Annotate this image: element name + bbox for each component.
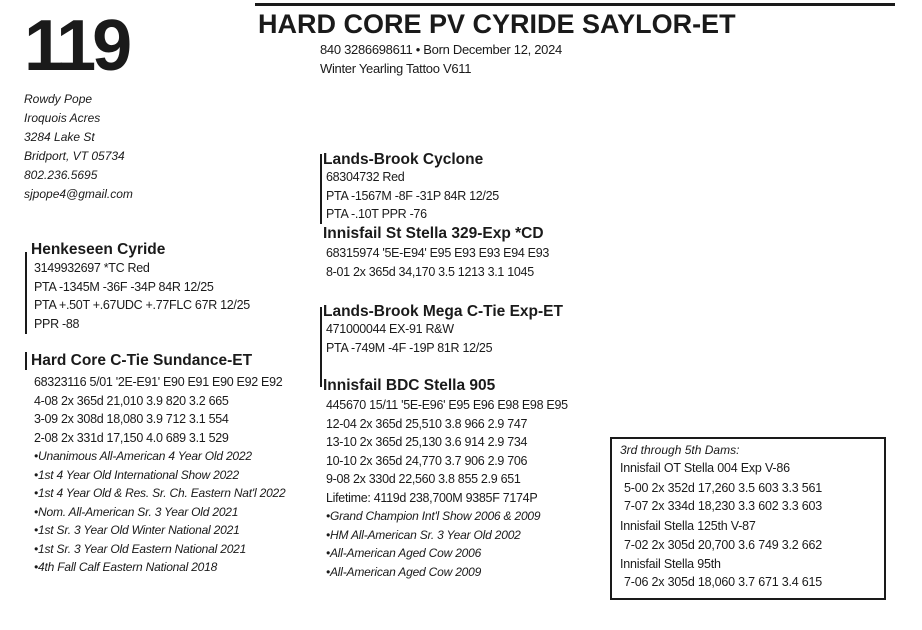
dam-detail-line: 4-08 2x 365d 21,010 3.9 820 3.2 665	[34, 393, 229, 408]
fifth-dam-name: Innisfail Stella 95th	[620, 557, 721, 571]
sire-sire-bracket	[320, 154, 322, 224]
dam-dam-award: •Grand Champion Int'l Show 2006 & 2009	[326, 509, 541, 523]
dam-award: •1st Sr. 3 Year Old Winter National 2021	[34, 523, 240, 537]
sire-dam-details	[326, 244, 549, 281]
dam-dam-award: •All-American Aged Cow 2006	[326, 546, 482, 560]
dams-box-header: 3rd through 5th Dams:	[620, 443, 740, 457]
sire-detail-line: PTA +.50T +.67UDC +.77FLC 67R 12/25	[34, 298, 250, 312]
dam-dam-detail-line: 445670 15/11 '5E-E96' E95 E96 E98 E98 E95	[326, 398, 568, 412]
fifth-dam-record: 7-06 2x 305d 18,060 3.7 671 3.4 615	[624, 575, 823, 589]
sire-dam-detail-line: 68315974 '5E-E94' E95 E93 E93 E94 E93	[326, 246, 550, 260]
consignor-street: 3284 Lake St	[24, 130, 95, 144]
sire-details	[34, 259, 250, 333]
dam-sire-details	[326, 320, 492, 357]
animal-name: HARD CORE PV CYRIDE SAYLOR-ET	[258, 9, 736, 39]
dam-dam-lifetime: Lifetime: 4119d 238,700M 9385F 7174P	[326, 490, 538, 505]
dam-award: •4th Fall Calf Eastern National 2018	[34, 560, 218, 574]
dam-dam-detail-line: 10-10 2x 365d 24,770 3.7 906 2.9 706	[326, 453, 528, 468]
third-dam-record: 7-07 2x 334d 18,230 3.3 602 3.3 603	[624, 499, 823, 513]
sire-sire-name: Lands-Brook Cyclone	[323, 151, 484, 168]
sire-sire-detail-line: 68304732 Red	[326, 170, 405, 184]
consignor-farm: Iroquois Acres	[24, 111, 101, 125]
fourth-dam-name: Innisfail Stella 125th V-87	[620, 519, 756, 533]
dam-details	[34, 373, 286, 577]
dam-sire-detail-line: 471000044 EX-91 R&W	[326, 322, 454, 336]
consignor-name: Rowdy Pope	[24, 92, 93, 106]
dam-dam-details	[326, 396, 568, 581]
sire-dam-name: Innisfail St Stella 329-Exp *CD	[323, 225, 544, 242]
dam-sire-detail-line: PTA -749M -4F -19P 81R 12/25	[326, 340, 493, 355]
sire-sire-detail-line: PTA -.10T PPR -76	[326, 207, 427, 221]
dam-award: •1st Sr. 3 Year Old Eastern National 2021	[34, 541, 247, 556]
third-dam-name: Innisfail OT Stella 004 Exp V-86	[620, 461, 790, 475]
sire-name: Henkeseen Cyride	[31, 241, 166, 258]
sire-detail-line: PPR -88	[34, 316, 80, 331]
dam-award: •Unanimous All-American 4 Year Old 2022	[34, 449, 252, 463]
dam-dam-award: •All-American Aged Cow 2009	[326, 564, 482, 579]
dam-detail-line: 3-09 2x 308d 18,080 3.9 712 3.1 554	[34, 412, 229, 426]
sire-sire-details	[326, 168, 499, 224]
dam-sire-name: Lands-Brook Mega C-Tie Exp-ET	[323, 303, 563, 320]
third-dam-record: 5-00 2x 352d 17,260 3.5 603 3.3 561	[624, 481, 823, 495]
consignor-email[interactable]: sjpope4@gmail.com	[24, 187, 133, 201]
animal-id-line: 840 3286698611 • Born December 12, 2024	[320, 42, 562, 57]
lot-number: 119	[24, 6, 129, 86]
dam-dam-detail-line: 9-08 2x 330d 22,560 3.8 855 2.9 651	[326, 472, 521, 486]
sire-detail-line: 3149932697 *TC Red	[34, 261, 150, 275]
dam-award: •Nom. All-American Sr. 3 Year Old 2021	[34, 504, 239, 519]
dam-detail-line: 68323116 5/01 '2E-E91' E90 E91 E90 E92 E92	[34, 375, 283, 389]
dam-dam-detail-line: 13-10 2x 365d 25,130 3.6 914 2.9 734	[326, 435, 528, 449]
animal-class-line: Winter Yearling Tattoo V611	[320, 61, 472, 76]
sire-detail-line: PTA -1345M -36F -34P 84R 12/25	[34, 279, 214, 294]
fourth-dam-record: 7-02 2x 305d 20,700 3.6 749 3.2 662	[624, 538, 823, 552]
dam-bracket	[25, 352, 27, 370]
consignor-block	[24, 90, 133, 204]
consignor-phone: 802.236.5695	[24, 168, 98, 182]
header-rule	[255, 3, 895, 6]
dam-award: •1st 4 Year Old International Show 2022	[34, 467, 239, 482]
sire-bracket	[25, 252, 27, 334]
dam-name: Hard Core C-Tie Sundance-ET	[31, 352, 253, 369]
sire-dam-detail-line: 8-01 2x 365d 34,170 3.5 1213 3.1 1045	[326, 264, 534, 279]
dam-award: •1st 4 Year Old & Res. Sr. Ch. Eastern Nat'l 2022	[34, 486, 286, 500]
dam-sire-bracket	[320, 307, 322, 387]
sire-sire-detail-line: PTA -1567M -8F -31P 84R 12/25	[326, 188, 499, 203]
dam-dam-detail-line: 12-04 2x 365d 25,510 3.8 966 2.9 747	[326, 416, 528, 431]
dam-detail-line: 2-08 2x 331d 17,150 4.0 689 3.1 529	[34, 430, 229, 445]
consignor-city: Bridport, VT 05734	[24, 149, 125, 163]
dam-dam-name: Innisfail BDC Stella 905	[323, 377, 496, 394]
dam-dam-award: •HM All-American Sr. 3 Year Old 2002	[326, 527, 521, 542]
dams-box	[610, 437, 886, 600]
